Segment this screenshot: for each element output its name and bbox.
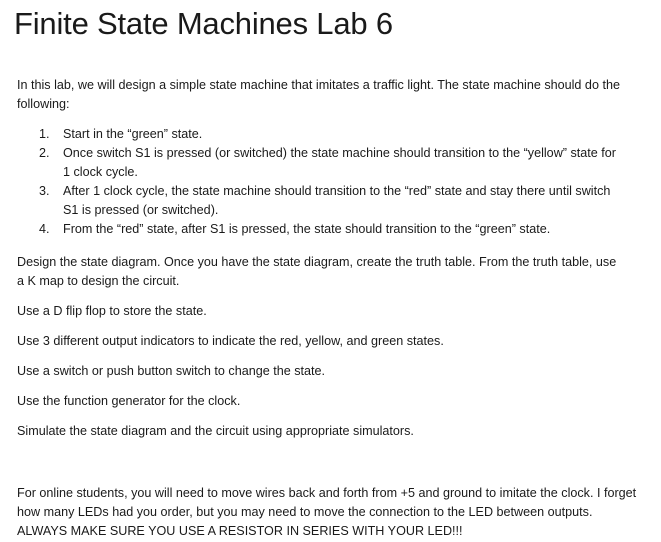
list-item-text: Start in the “green” state. — [63, 127, 203, 141]
list-item-text: After 1 clock cycle, the state machine should transition to the “red” state and stay there until switch S1 is pressed (or switched). — [63, 184, 611, 217]
list-item-text: Once switch S1 is pressed (or switched) the state machine should transition to the “yellow” state for 1 clock cycle. — [63, 146, 616, 179]
list-item-number: 2. — [39, 146, 50, 160]
flip-flop-paragraph: Use a D flip flop to store the state. — [17, 304, 207, 318]
list-item-text: From the “red” state, after S1 is pressed, the state should transition to the “green” state. — [63, 222, 551, 236]
design-paragraph: Design the state diagram. Once you have the state diagram, create the truth table. From the truth table, use a K map to design the circuit. — [17, 255, 617, 288]
list-item-number: 1. — [39, 127, 50, 141]
intro-paragraph: In this lab, we will design a simple state machine that imitates a traffic light. The state machine should do the following: — [17, 78, 620, 111]
list-item-number: 3. — [39, 184, 50, 198]
online-students-paragraph: For online students, you will need to move wires back and forth from +5 and ground to imitate the clock. I forget how many LEDs had you order, but you may need to move the connection to the LED between outputs. ALWAYS MAKE SURE YOU USE A RESISTOR IN SERIES WITH YOUR LED!!! — [17, 486, 637, 538]
requirements-list — [17, 125, 647, 239]
simulate-paragraph: Simulate the state diagram and the circuit using appropriate simulators. — [17, 424, 414, 438]
list-item-number: 4. — [39, 222, 50, 236]
list-item — [17, 220, 647, 239]
page-title: Finite State Machines Lab 6 — [14, 6, 393, 41]
list-item — [17, 182, 647, 220]
switch-paragraph: Use a switch or push button switch to change the state. — [17, 364, 326, 378]
list-item — [17, 144, 647, 182]
list-item — [17, 125, 647, 144]
output-indicators-paragraph: Use 3 different output indicators to indicate the red, yellow, and green states. — [17, 334, 444, 348]
function-generator-paragraph: Use the function generator for the clock. — [17, 394, 241, 408]
